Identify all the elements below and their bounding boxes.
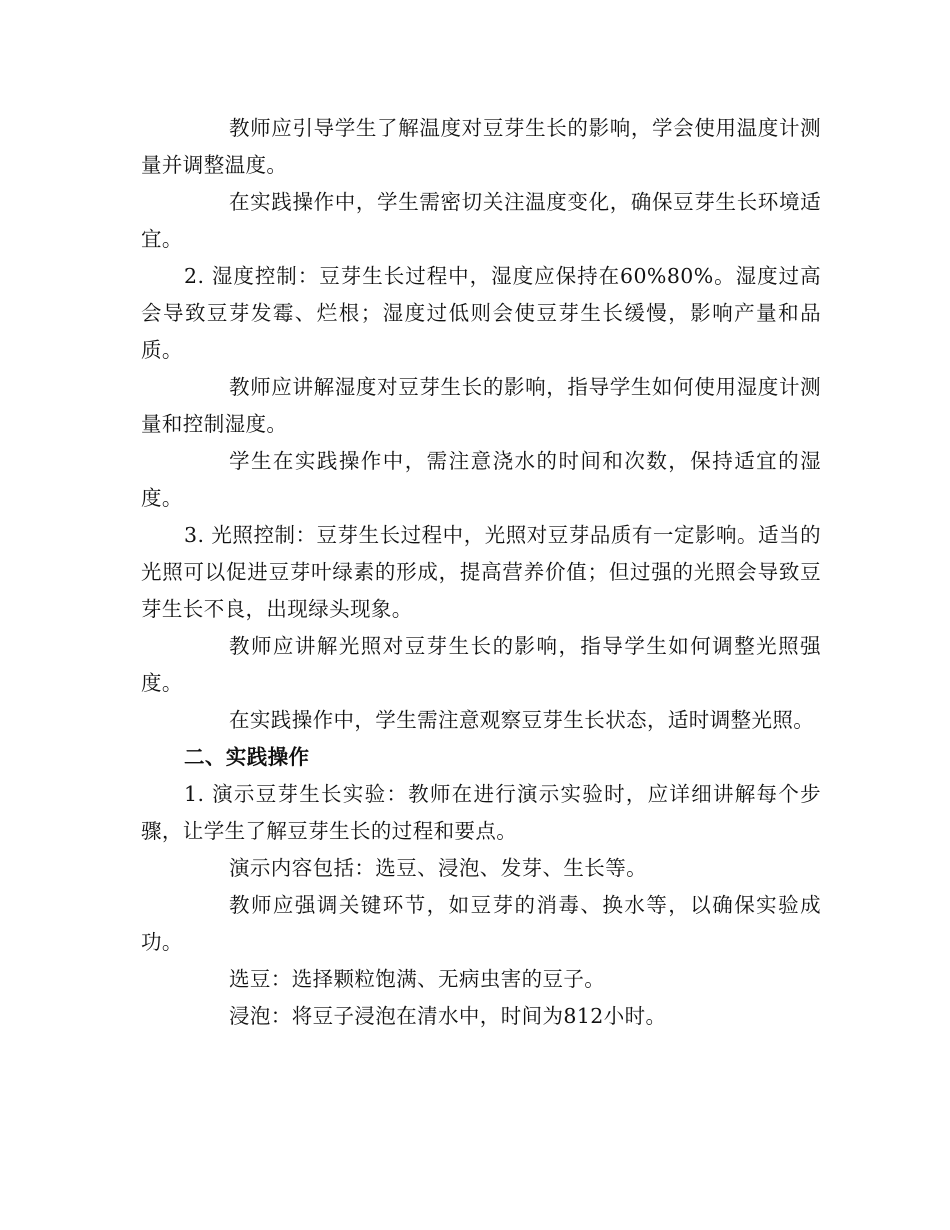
paragraph-soak-beans: 浸泡：将豆子浸泡在清水中，时间为812小时。 [229, 1004, 667, 1028]
paragraph-demo-content: 演示内容包括：选豆、浸泡、发芽、生长等。 [229, 856, 647, 880]
paragraph-light-practice: 在实践操作中，学生需注意观察豆芽生长状态，适时调整光照。 [229, 708, 815, 732]
paragraph-select-beans: 选豆：选择颗粒饱满、无病虫害的豆子。 [229, 967, 606, 991]
paragraph-humidity-guide: 教师应讲解湿度对豆芽生长的影响，指导学生如何使用湿度计测量和控制湿度。 [141, 375, 821, 436]
paragraph-light-guide: 教师应讲解光照对豆芽生长的影响，指导学生如何调整光照强度。 [141, 634, 821, 695]
section-heading-practice: 二、实践操作 [184, 745, 310, 769]
list-item-light-control: 3. 光照控制：豆芽生长过程中，光照对豆芽品质有一定影响。适当的光照可以促进豆芽叶绿素的形成，提高营养价值；但过强的光照会导致豆芽生长不良，出现绿头现象。 [141, 523, 821, 621]
paragraph-temperature-practice: 在实践操作中，学生需密切关注温度变化，确保豆芽生长环境适宜。 [141, 190, 821, 251]
document-body [141, 110, 821, 1035]
list-item-demo-experiment: 1. 演示豆芽生长实验：教师在进行演示实验时，应详细讲解每个步骤，让学生了解豆芽生长的过程和要点。 [141, 782, 821, 843]
paragraph-key-steps: 教师应强调关键环节，如豆芽的消毒、换水等，以确保实验成功。 [141, 893, 821, 954]
paragraph-humidity-practice: 学生在实践操作中，需注意浇水的时间和次数，保持适宜的湿度。 [141, 449, 821, 510]
paragraph-temperature-guide: 教师应引导学生了解温度对豆芽生长的影响，学会使用温度计测量并调整温度。 [141, 116, 821, 177]
list-item-humidity-control: 2. 湿度控制：豆芽生长过程中，湿度应保持在60%80%。湿度过高会导致豆芽发霉、烂根；湿度过低则会使豆芽生长缓慢，影响产量和品质。 [141, 264, 821, 362]
